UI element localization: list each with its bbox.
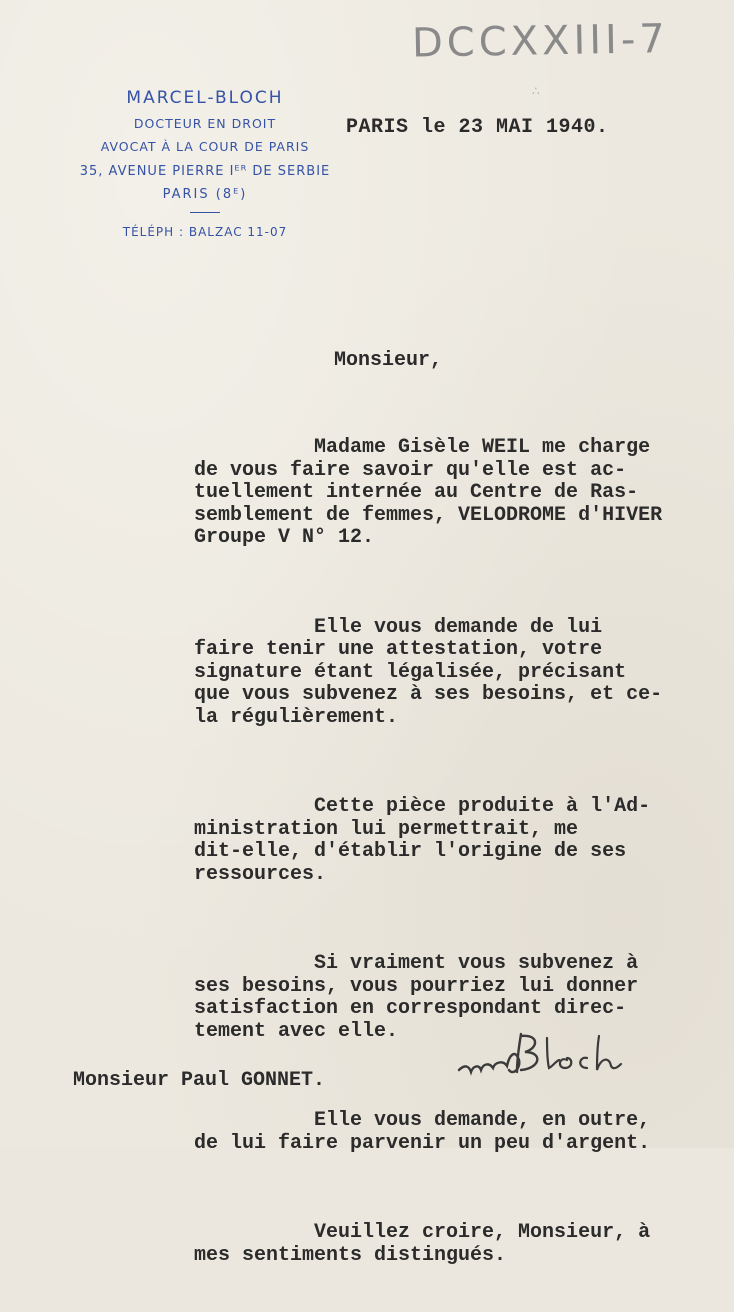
recipient-name: Monsieur Paul GONNET. bbox=[73, 1069, 326, 1092]
faint-mark: ∴ bbox=[532, 84, 540, 98]
archive-reference: DCCXXIII-7 bbox=[411, 16, 670, 67]
letterhead-city: PARIS (8ᴱ) bbox=[162, 187, 248, 202]
closing-paragraph: Veuillez croire, Monsieur, à mes sentiments distingués. bbox=[194, 1221, 651, 1267]
paragraph: Cette pièce produite à l'Ad- ministration lui permettrait, me dit-elle, d'établir l'origine de ses ressources. bbox=[194, 795, 651, 886]
letterhead bbox=[50, 88, 360, 239]
letterhead-name: MARCEL-BLOCH bbox=[126, 88, 284, 108]
letterhead-role: AVOCAT À LA COUR DE PARIS bbox=[100, 139, 310, 154]
letter-date: PARIS le 23 MAI 1940. bbox=[346, 116, 609, 139]
letterhead-divider bbox=[190, 212, 220, 213]
handwritten-signature bbox=[455, 1026, 635, 1090]
letter-body bbox=[194, 392, 724, 1312]
letterhead-address: 35, AVENUE PIERRE Iᴱᴿ DE SERBIE bbox=[79, 164, 331, 179]
letterhead-title: DOCTEUR EN DROIT bbox=[133, 116, 277, 131]
paragraph: Elle vous demande de lui faire tenir une attestation, votre signature étant légalisée, précisant que vous subvenez à ses besoins, et ce- la régulièrement. bbox=[194, 615, 663, 729]
paragraph: Madame Gisèle WEIL me charge de vous faire savoir qu'elle est ac- tuellement internée au Centre de Ras- semblement de femmes, VELODROME d'HIVER Groupe V N° 12. bbox=[194, 436, 663, 549]
paragraph: Elle vous demande, en outre, de lui faire parvenir un peu d'argent. bbox=[194, 1109, 651, 1155]
letterhead-phone: TÉLÉPH : BALZAC 11-07 bbox=[122, 225, 288, 239]
paragraph: Si vraiment vous subvenez à ses besoins, vous pourriez lui donner satisfaction en correspondant direc- tement avec elle. bbox=[194, 952, 639, 1043]
salutation: Monsieur, bbox=[334, 349, 443, 372]
